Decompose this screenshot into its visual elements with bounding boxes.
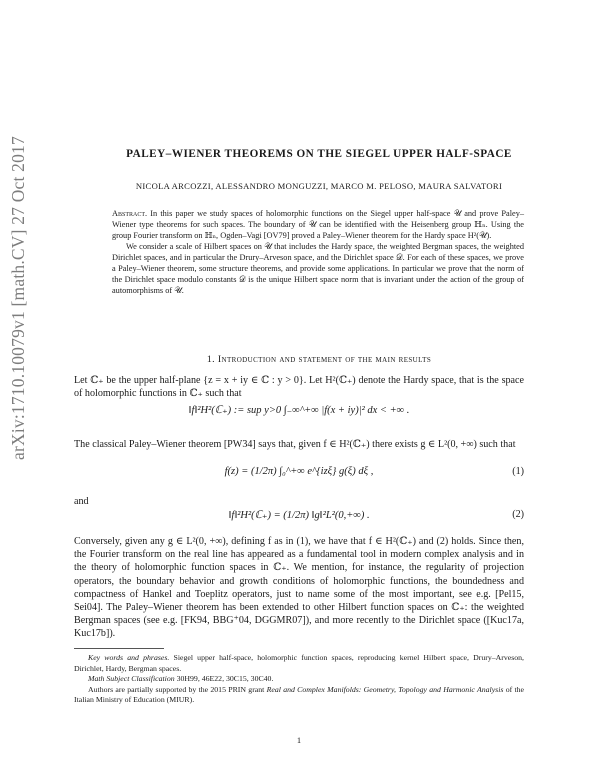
keywords-text: Siegel upper half-space, holomorphic function spaces, reproducing kernel Hilbert space, Drury–Arveson, Dirichlet, Hardy, Bergman spaces. xyxy=(74,653,524,673)
body-paragraph-1: Let ℂ₊ be the upper half-plane {z = x + iy ∈ ℂ : y > 0}. Let H²(ℂ₊) denote the Hardy space, that is the space of holomorphic functions in ℂ₊ such that xyxy=(74,375,524,400)
equation-2-number: (2) xyxy=(512,509,524,520)
body-paragraph-3: Conversely, given any g ∈ L²(0, +∞), defining f as in (1), we have that f ∈ H²(ℂ₊) and (2) holds. Since then, the Fourier transform on the real line has appeared as a fundamental tool in modern complex analysis and in the theory of holomorphic function spaces in ℂ₊. We mention, for instance, the regularity of projection operators, the boundary behavior and growth conditions of holomorphic functions, the boundedness and compactness of Hankel and Toeplitz operators, just to name some of the most important, see e.g. [Pel15, Sei04]. The Paley–Wiener theorem has been extended to other Hilbert function spaces on ℂ₊: the weighted Bergman spaces (see e.g. [FK94, BBG⁺04, DGGMR07]), and more recently to the Dirichlet space ([Kuc17a, Kuc17b]). xyxy=(74,536,524,640)
and-connector: and xyxy=(74,496,89,507)
section-heading: 1. Introduction and statement of the main results xyxy=(206,354,432,365)
equation-2-math: ‖f‖²H²(ℂ₊) = (1/2π) ‖g‖²L²(0,+∞) . xyxy=(228,510,370,521)
author-list: NICOLA ARCOZZI, ALESSANDRO MONGUZZI, MARCO M. PELOSO, MAURA SALVATORI xyxy=(135,181,503,191)
equation-1-math: f(z) = (1/2π) ∫₀^+∞ e^{izξ} g(ξ) dξ , xyxy=(224,466,374,477)
keywords-label: Key words and phrases. xyxy=(88,653,170,662)
hardy-norm-math: ‖f‖²H²(ℂ₊) := sup y>0 ∫₋∞^+∞ |f(x + iy)|² dx < +∞ . xyxy=(188,405,410,416)
footnote-msc xyxy=(74,674,524,685)
hardy-norm-equation xyxy=(74,404,524,434)
equation-1 xyxy=(74,466,524,496)
footnote-keywords xyxy=(74,653,524,674)
footnotes xyxy=(74,648,524,706)
support-text-pre: Authors are partially supported by the 2015 PRIN grant xyxy=(88,684,265,694)
equation-1-number: (1) xyxy=(512,466,524,477)
msc-label: Math Subject Classification xyxy=(88,674,175,683)
body-paragraph-2: The classical Paley–Wiener theorem [PW34] says that, given f ∈ H²(ℂ₊) there exists g ∈ L²(0, +∞) such that xyxy=(74,439,516,450)
abstract-paragraph-2: We consider a scale of Hilbert spaces on 𝒰 that includes the Hardy space, the weighted Bergman spaces, the weighted Dirichlet spaces, and in particular the Drury–Arveson space, and the Dirichlet space 𝒟. For each of these spaces, we prove a Paley–Wiener theorem, some structure theorems, and provide some applications. In particular we prove that the norm of the Dirichlet space modulo constants 𝒟 is the unique Hilbert space norm that is invariant under the action of the group of automorphisms of 𝒰. xyxy=(112,242,524,295)
abstract xyxy=(112,208,524,296)
msc-text: 30H99, 46E22, 30C15, 30C40. xyxy=(176,674,274,683)
footnote-rule xyxy=(74,648,164,649)
support-text-post: of the Italian Ministry of Education (MIUR). xyxy=(74,684,525,704)
page-number: 1 xyxy=(296,735,302,745)
abstract-text-1: In this paper we study spaces of holomorphic functions on the Siegel upper half-space 𝒰 and prove Paley–Wiener type theorems for such spaces. The boundary of 𝒰 can be identified with the Heisenberg group ℍₙ. Using the group Fourier transform on ℍₙ, Ogden–Vagi [OV79] proved a Paley–Wiener theorem for the Hardy space H²(𝒰). xyxy=(112,209,524,240)
paper-title: PALEY–WIENER THEOREMS ON THE SIEGEL UPPER HALF-SPACE xyxy=(126,148,512,160)
abstract-paragraph-1 xyxy=(112,208,524,241)
arxiv-stamp[interactable]: arXiv:1710.10079v1 [math.CV] 27 Oct 2017 xyxy=(8,136,28,460)
footnote-support xyxy=(74,685,524,706)
support-grant-title: Real and Complex Manifolds: Geometry, Topology and Harmonic Analysis xyxy=(266,684,504,694)
abstract-label: Abstract. xyxy=(112,209,148,218)
